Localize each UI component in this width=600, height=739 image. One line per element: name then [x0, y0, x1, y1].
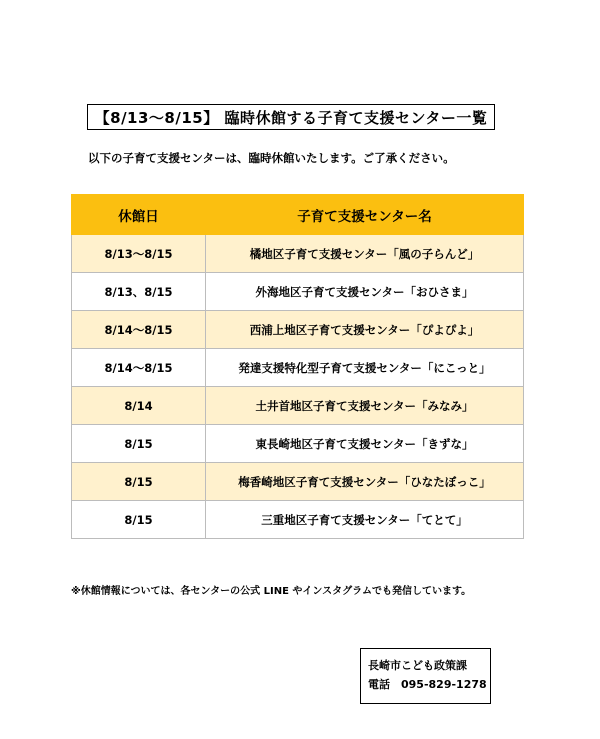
center-name-cell: 橘地区子育て支援センター「風の子らんど」 — [206, 235, 524, 273]
closed-date-cell: 8/15 — [72, 425, 206, 463]
table-row — [72, 349, 524, 387]
page-title: 【8/13〜8/15】 臨時休館する子育て支援センター一覧 — [87, 104, 495, 130]
center-name-cell: 西浦上地区子育て支援センター「ぴよぴよ」 — [206, 311, 524, 349]
contact-department: 長崎市こども政策課 — [368, 659, 467, 672]
closure-table — [71, 194, 524, 539]
closed-date-cell: 8/14〜8/15 — [72, 311, 206, 349]
footnote: ※休館情報については、各センターの公式 LINE やインスタグラムでも発信しています。 — [71, 586, 472, 597]
table-row — [72, 311, 524, 349]
table-row — [72, 235, 524, 273]
center-name-cell: 土井首地区子育て支援センター「みなみ」 — [206, 387, 524, 425]
table-row — [72, 501, 524, 539]
table-row — [72, 463, 524, 501]
center-name-cell: 東長崎地区子育て支援センター「きずな」 — [206, 425, 524, 463]
contact-phone: 電話 095-829-1278 — [368, 678, 487, 691]
center-name-cell: 梅香崎地区子育て支援センター「ひなたぼっこ」 — [206, 463, 524, 501]
table-row — [72, 425, 524, 463]
center-name-cell: 外海地区子育て支援センター「おひさま」 — [206, 273, 524, 311]
table-row — [72, 387, 524, 425]
intro-text: 以下の子育て支援センターは、臨時休館いたします。ご了承ください。 — [88, 151, 455, 165]
closed-date-cell: 8/14 — [72, 387, 206, 425]
closed-date-cell: 8/13〜8/15 — [72, 235, 206, 273]
closed-date-cell: 8/14〜8/15 — [72, 349, 206, 387]
table-header-row — [72, 195, 524, 235]
closed-date-cell: 8/15 — [72, 501, 206, 539]
closed-date-cell: 8/13、8/15 — [72, 273, 206, 311]
header-closed-date: 休館日 — [72, 195, 206, 235]
center-name-cell: 三重地区子育て支援センター「てとて」 — [206, 501, 524, 539]
closed-date-cell: 8/15 — [72, 463, 206, 501]
header-center-name: 子育て支援センター名 — [206, 195, 524, 235]
contact-box — [360, 648, 491, 704]
center-name-cell: 発達支援特化型子育て支援センター「にこっと」 — [206, 349, 524, 387]
table-row — [72, 273, 524, 311]
